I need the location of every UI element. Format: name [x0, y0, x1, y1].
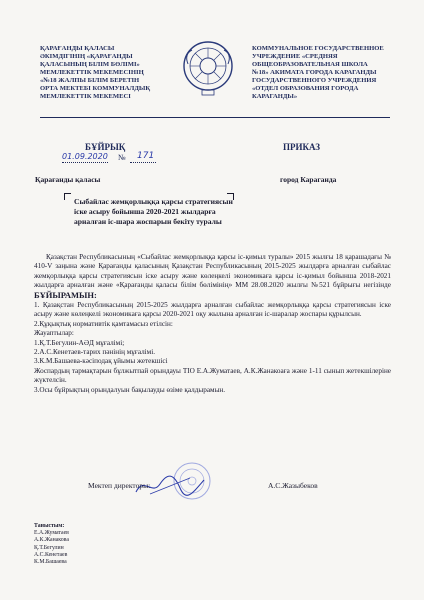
- header-kz-line: ҚАЛАСЫНЫҢ БІЛІМ БӨЛІМІ»: [40, 61, 140, 68]
- subject-corner: [64, 193, 71, 200]
- familiar-name: А.С.Кенетаев: [34, 551, 68, 558]
- header-ru-line: ОБЩЕОБРАЗОВАТЕЛЬНАЯ ШКОЛА: [252, 61, 368, 68]
- responsible-label: Жауаптылар:: [34, 329, 74, 338]
- item-2: 2.Құқықтық нормативтік қамтамасыз етілсін:: [34, 319, 173, 328]
- header-ru-line: КОММУНАЛЬНОЕ ГОСУДАРСТВЕННОЕ: [252, 45, 384, 52]
- header-ru-line: №18» АКИМАТА ГОРОДА КАРАГАНДЫ: [252, 69, 377, 76]
- familiar-name: Қ.Т.Бегулин: [34, 544, 64, 551]
- title-ru: ПРИКАЗ: [283, 142, 321, 152]
- intro-paragraph: Қазақстан Республикасының «Сыбайлас жемқорлыққа қарсы іс-қимыл туралы» 2015 жылғы 18 қарашадағы № 410-V заңына және Қарағанды қаласының Қазақстан Республикасының 2015-2025 жылдарға арналған сыбайлас жемқорлыққа қарсы стратегиясын іске асыру және көлеңкелі экономикаға қарсы іс-қимыл бойынша 2018-2021 жылдарға арналған және «Қарағанды қаласы білім бөлімінің» ММ 28.08.2020 жылғы №521 бұйрығы негізінде: [34, 253, 391, 290]
- number-underline: [130, 162, 156, 163]
- header-kz-line: «№18 ЖАЛПЫ БІЛІМ БЕРЕТІН: [40, 77, 140, 84]
- familiar-name: К.М.Башаева: [34, 559, 67, 566]
- header-kz-line: ҚАРАҒАНДЫ ҚАЛАСЫ: [40, 45, 115, 52]
- familiar-heading: Таныстым:: [34, 523, 65, 529]
- header-ru-line: УЧРЕЖДЕНИЕ «СРЕДНЯЯ: [252, 53, 338, 60]
- header-ru: [252, 45, 402, 101]
- city-ru: город Караганда: [280, 175, 337, 184]
- header-ru-line: «ОТДЕЛ ОБРАЗОВАНИЯ ГОРОДА: [252, 85, 359, 92]
- item-1: 1. Қазақстан Республикасының 2015-2025 жылдарға арналған сыбайлас жемқорлыққа қарсы стратегиясын іске асыру және көлеңкелі экономикаға қарсы 2020-2021 оқу жылына арналған іс-шаралар жоспары құрылсын.: [34, 301, 391, 319]
- familiarization-list: [34, 523, 69, 566]
- plan-paragraph: Жоспардың тармақтарын бұлжытпай орындауы ТІО Е.А.Жуматаев, А.К.Жанакоаға және 1-11 сынып жетекшілеріне жүктелсін.: [34, 366, 391, 385]
- subject-block: [64, 193, 234, 243]
- director-label: Мектеп директоры:: [88, 481, 151, 490]
- director-name: А.С.Жазыбеков: [268, 481, 318, 490]
- header-divider: [40, 117, 390, 118]
- title-kz: БҰЙРЫҚ: [85, 142, 126, 152]
- item-3: 3.Осы бұйрықтың орындалуын бақылауды өзіме қалдырамын.: [34, 385, 226, 394]
- order-word: БҰЙЫРАМЫН:: [34, 289, 97, 300]
- date-underline: [62, 162, 108, 163]
- header-kz-line: ОРТА МЕКТЕБІ КОММУНАЛДЫҚ: [40, 85, 151, 92]
- header-kz-line: МЕМЛЕКЕТТІК МЕКЕМЕСІ: [40, 93, 131, 100]
- number-label: №: [118, 153, 126, 162]
- familiar-name: Е.А.Жуматаев: [34, 530, 69, 537]
- order-date: 01.09.2020: [62, 152, 108, 161]
- responsible-3: 3.К.М.Башаева-кәсіподақ ұйымы жетекшісі: [34, 357, 168, 366]
- header-kz-line: ӘКІМДІГІНІҢ «ҚАРАҒАНДЫ: [40, 53, 133, 60]
- city-kz: Қарағанды қаласы: [35, 175, 101, 184]
- responsible-2: 2.А.С.Кенетаев-тарих пәнінің мұғалімі.: [34, 348, 155, 357]
- state-emblem-icon: [182, 38, 234, 98]
- order-body: [34, 253, 391, 395]
- order-number: 171: [137, 151, 155, 161]
- responsible-1: 1.Қ.Т.Бегулин-АӘД мұғалімі;: [34, 338, 125, 347]
- familiar-name: А.К.Жанакова: [34, 537, 69, 544]
- header-ru-line: КАРАГАНДЫ»: [252, 93, 298, 100]
- header-kz-line: МЕМЛЕКЕТТІК МЕКЕМЕСІНІҢ: [40, 69, 144, 76]
- header-ru-line: ГОСУДАРСТВЕННОГО УЧРЕЖДЕНИЯ: [252, 77, 377, 84]
- subject-text: Сыбайлас жемқорлыққа қарсы стратегиясын іске асыру бойынша 2020-2021 жылдарға арналған іс-шара жоспарын бекіту туралы: [74, 197, 233, 226]
- header-kz: [40, 45, 175, 101]
